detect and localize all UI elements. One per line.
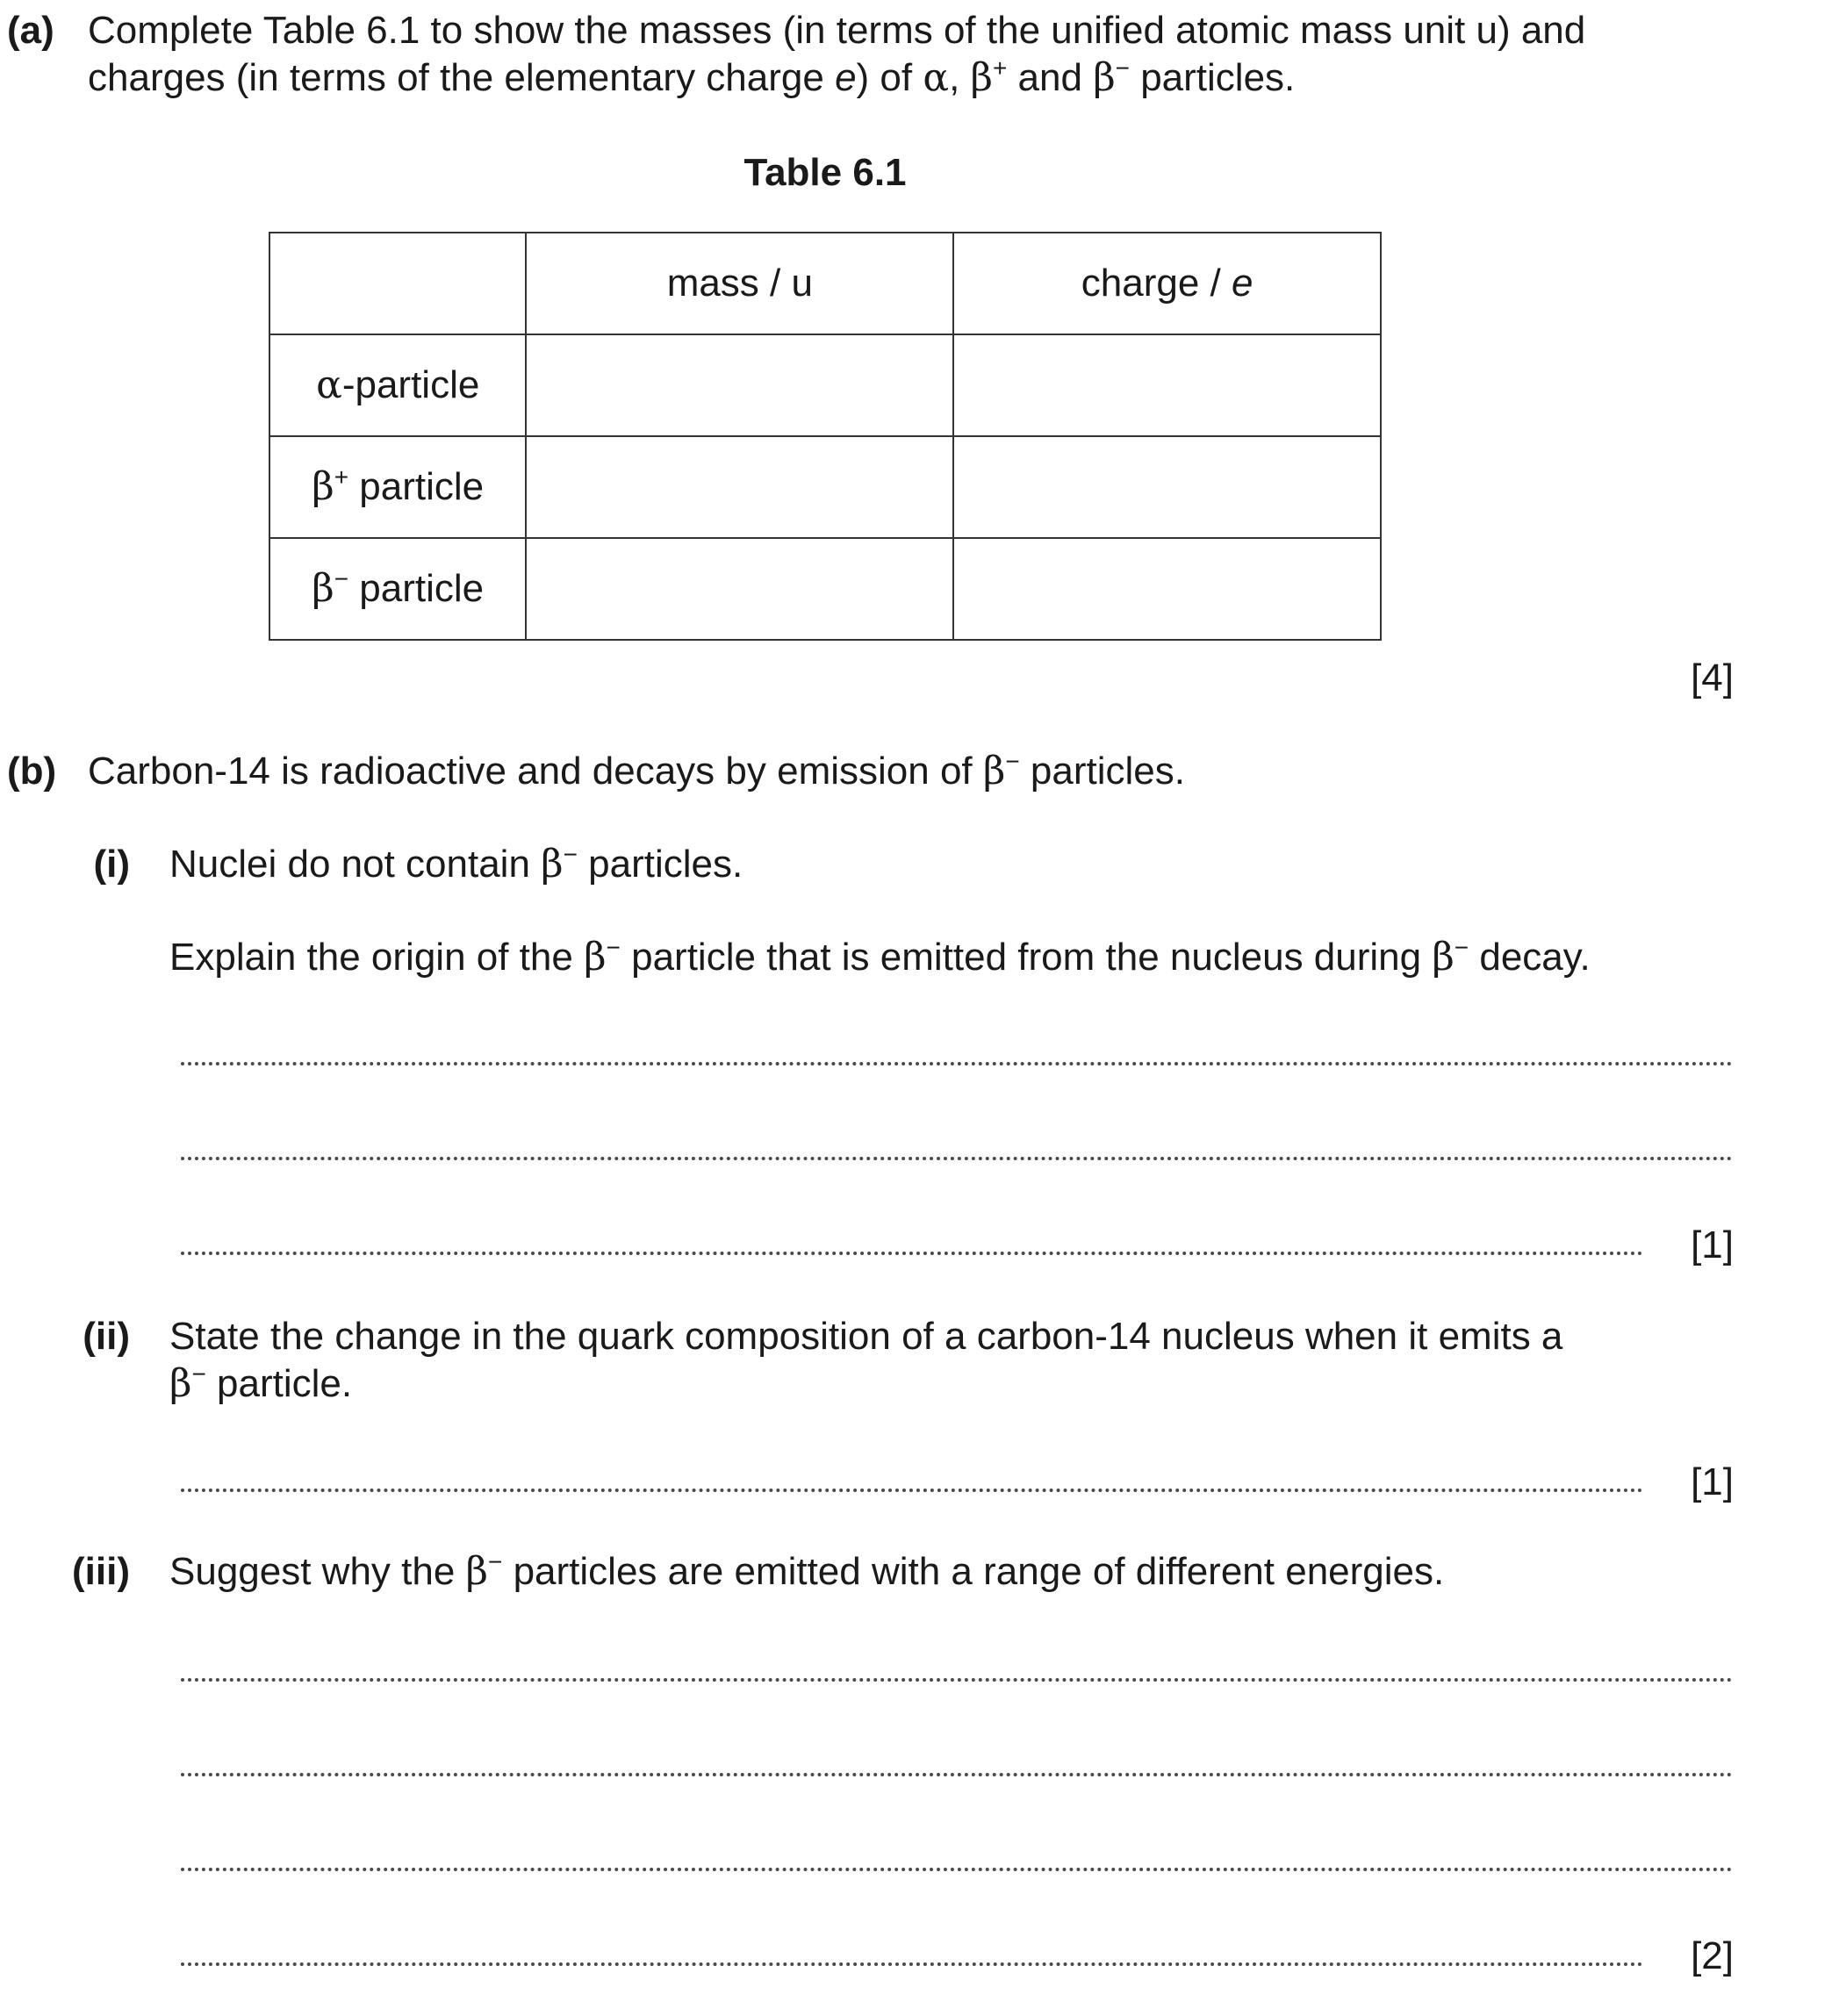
part-b-ii-line1: State the change in the quark composition of a carbon-14 nucleus when it emits a	[169, 1315, 1563, 1358]
table-header-row	[269, 233, 1381, 334]
answer-line-iii-1[interactable]	[181, 1678, 1733, 1682]
answer-line-iii-2[interactable]	[181, 1773, 1733, 1776]
table-row	[269, 538, 1381, 640]
part-a-line1: Complete Table 6.1 to show the masses (in terms of the unified atomic mass unit u) and	[88, 9, 1586, 52]
answer-cell-beta-minus-mass[interactable]	[526, 538, 953, 640]
part-b-label: (b)	[7, 750, 57, 793]
row-label-alpha: α-particle	[269, 334, 526, 436]
table-header-mass: mass / u	[526, 233, 953, 334]
table-row	[269, 334, 1381, 436]
answer-cell-alpha-charge[interactable]	[953, 334, 1381, 436]
table-header-blank	[269, 233, 526, 334]
part-a-line2: charges (in terms of the elementary charge e) of α, β+ and β− particles.	[88, 54, 1296, 100]
part-b-i-line2: Explain the origin of the β− particle that is emitted from the nucleus during β− decay.	[169, 934, 1591, 979]
answer-cell-beta-plus-mass[interactable]	[526, 436, 953, 538]
answer-cell-beta-minus-charge[interactable]	[953, 538, 1381, 640]
part-a-marks: [4]	[1691, 656, 1734, 700]
answer-line-iii-3[interactable]	[181, 1868, 1733, 1871]
answer-line-ii-1[interactable]	[181, 1489, 1643, 1492]
part-b-text: Carbon-14 is radioactive and decays by emission of β− particles.	[88, 748, 1185, 793]
table-row	[269, 436, 1381, 538]
table-title: Table 6.1	[743, 151, 907, 194]
table-header-charge: charge / e	[953, 233, 1381, 334]
answer-cell-beta-plus-charge[interactable]	[953, 436, 1381, 538]
answer-line-i-1[interactable]	[181, 1062, 1733, 1065]
row-label-beta-plus: β+ particle	[269, 436, 526, 538]
part-b-i-line1: Nuclei do not contain β− particles.	[169, 841, 743, 886]
row-label-beta-minus: β− particle	[269, 538, 526, 640]
answer-line-i-2[interactable]	[181, 1157, 1733, 1160]
part-b-iii-line: Suggest why the β− particles are emitted with a range of different energies.	[169, 1548, 1445, 1594]
part-b-ii-marks: [1]	[1691, 1460, 1734, 1503]
answer-cell-alpha-mass[interactable]	[526, 334, 953, 436]
part-a-label: (a)	[7, 9, 54, 52]
part-b-iii-label: (iii)	[72, 1550, 130, 1593]
part-b-i-marks: [1]	[1691, 1223, 1734, 1266]
answer-line-iii-4[interactable]	[181, 1962, 1643, 1966]
table-6-1	[269, 232, 1382, 641]
part-b-ii-label: (ii)	[83, 1315, 130, 1358]
part-b-iii-marks: [2]	[1691, 1934, 1734, 1977]
part-b-ii-line2: β− particle.	[169, 1360, 353, 1406]
answer-line-i-3[interactable]	[181, 1252, 1643, 1255]
part-b-i-label: (i)	[93, 843, 130, 886]
